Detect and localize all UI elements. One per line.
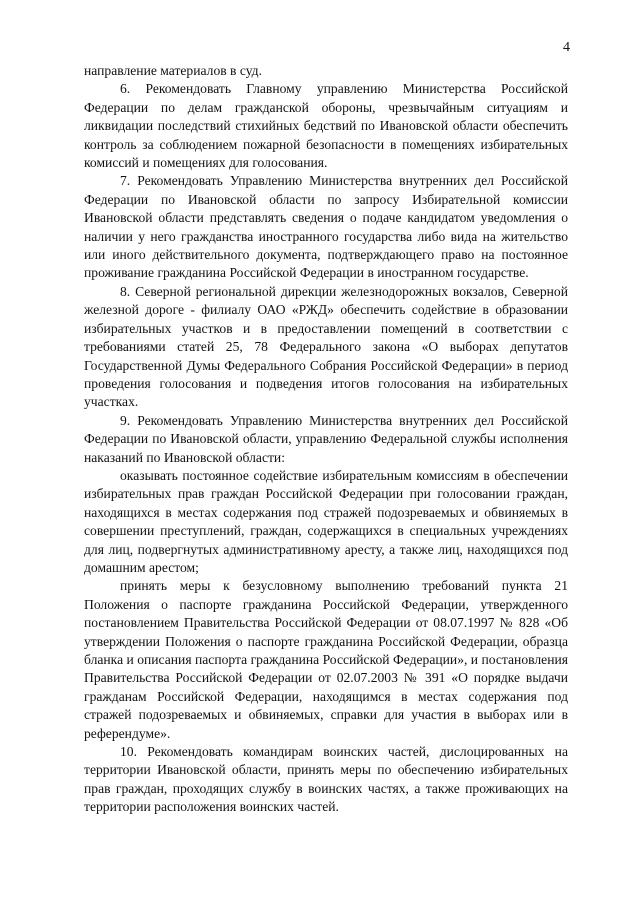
paragraph-continuation: направление материалов в суд. <box>84 63 262 78</box>
document-body <box>84 62 568 817</box>
paragraph-item-9-sub-2: принять меры к безусловному выполнению требований пункта 21 Положения о паспорте гражданина Российской Федерации, утвержденного постановлением Правительства Российской Федерации от 08.07.1997 № 828 «Об утверждении Положения о паспорте гражданина Российской Федерации, образца бланка и описания паспорта гражданина Российской Федерации», и постановления Правительства Российской Федерации от 02.07.2003 № 391 «О порядке выдачи гражданам Российской Федерации, находящимся в местах содержания под стражей подозреваемых и обвиняемых, справки для участия в выборах или в референдуме». <box>84 578 568 741</box>
paragraph-item-8: 8. Северной региональной дирекции железнодорожных вокзалов, Северной железной дороге - филиалу ОАО «РЖД» обеспечить содействие в образовании избирательных участков и в предоставлении помещений в соответствии с требованиями статей 25, 78 Федерального закона «О выборах депутатов Государственной Думы Федерального Собрания Российской Федерации» в период проведения голосования и подведения итогов голосования на избирательных участках. <box>84 283 568 410</box>
paragraph-item-9: 9. Рекомендовать Управлению Министерства внутренних дел Российской Федерации по Ивановской области, управлению Федеральной службы исполнения наказаний по Ивановской области: <box>84 412 568 465</box>
page-number: 4 <box>563 40 570 55</box>
paragraph-item-10: 10. Рекомендовать командирам воинских частей, дислоцированных на территории Ивановской области, принять меры по обеспечению избирательных прав граждан, проходящих службу в воинских частях, а также проживающих на территории расположения воинских частей. <box>84 744 568 815</box>
paragraph-item-6: 6. Рекомендовать Главному управлению Министерства Российской Федерации по делам гражданской обороны, чрезвычайным ситуациям и ликвидации последствий стихийных бедствий по Ивановской области обеспечить контроль за соблюдением пожарной безопасности в помещениях избирательных комиссий и помещениях для голосования. <box>84 81 568 171</box>
paragraph-item-7: 7. Рекомендовать Управлению Министерства внутренних дел Российской Федерации по Ивановской области по запросу Избирательной комиссии Ивановской области представлять сведения о подаче кандидатом уведомления о наличии у него гражданства иностранного государства либо вида на жительство или иного действительного документа, подтверждающего право на постоянное проживание гражданина Российской Федерации в иностранном государстве. <box>84 173 568 281</box>
paragraph-item-9-sub-1: оказывать постоянное содействие избирательным комиссиям в обеспечении избирательных прав граждан Российской Федерации при голосовании граждан, находящихся в местах содержания под стражей подозреваемых и обвиняемых в совершении преступлений, граждан, содержащихся в специальных учреждениях для лиц, подвергнутых административному аресту, а также лиц, находящихся под домашним арестом; <box>84 467 568 575</box>
